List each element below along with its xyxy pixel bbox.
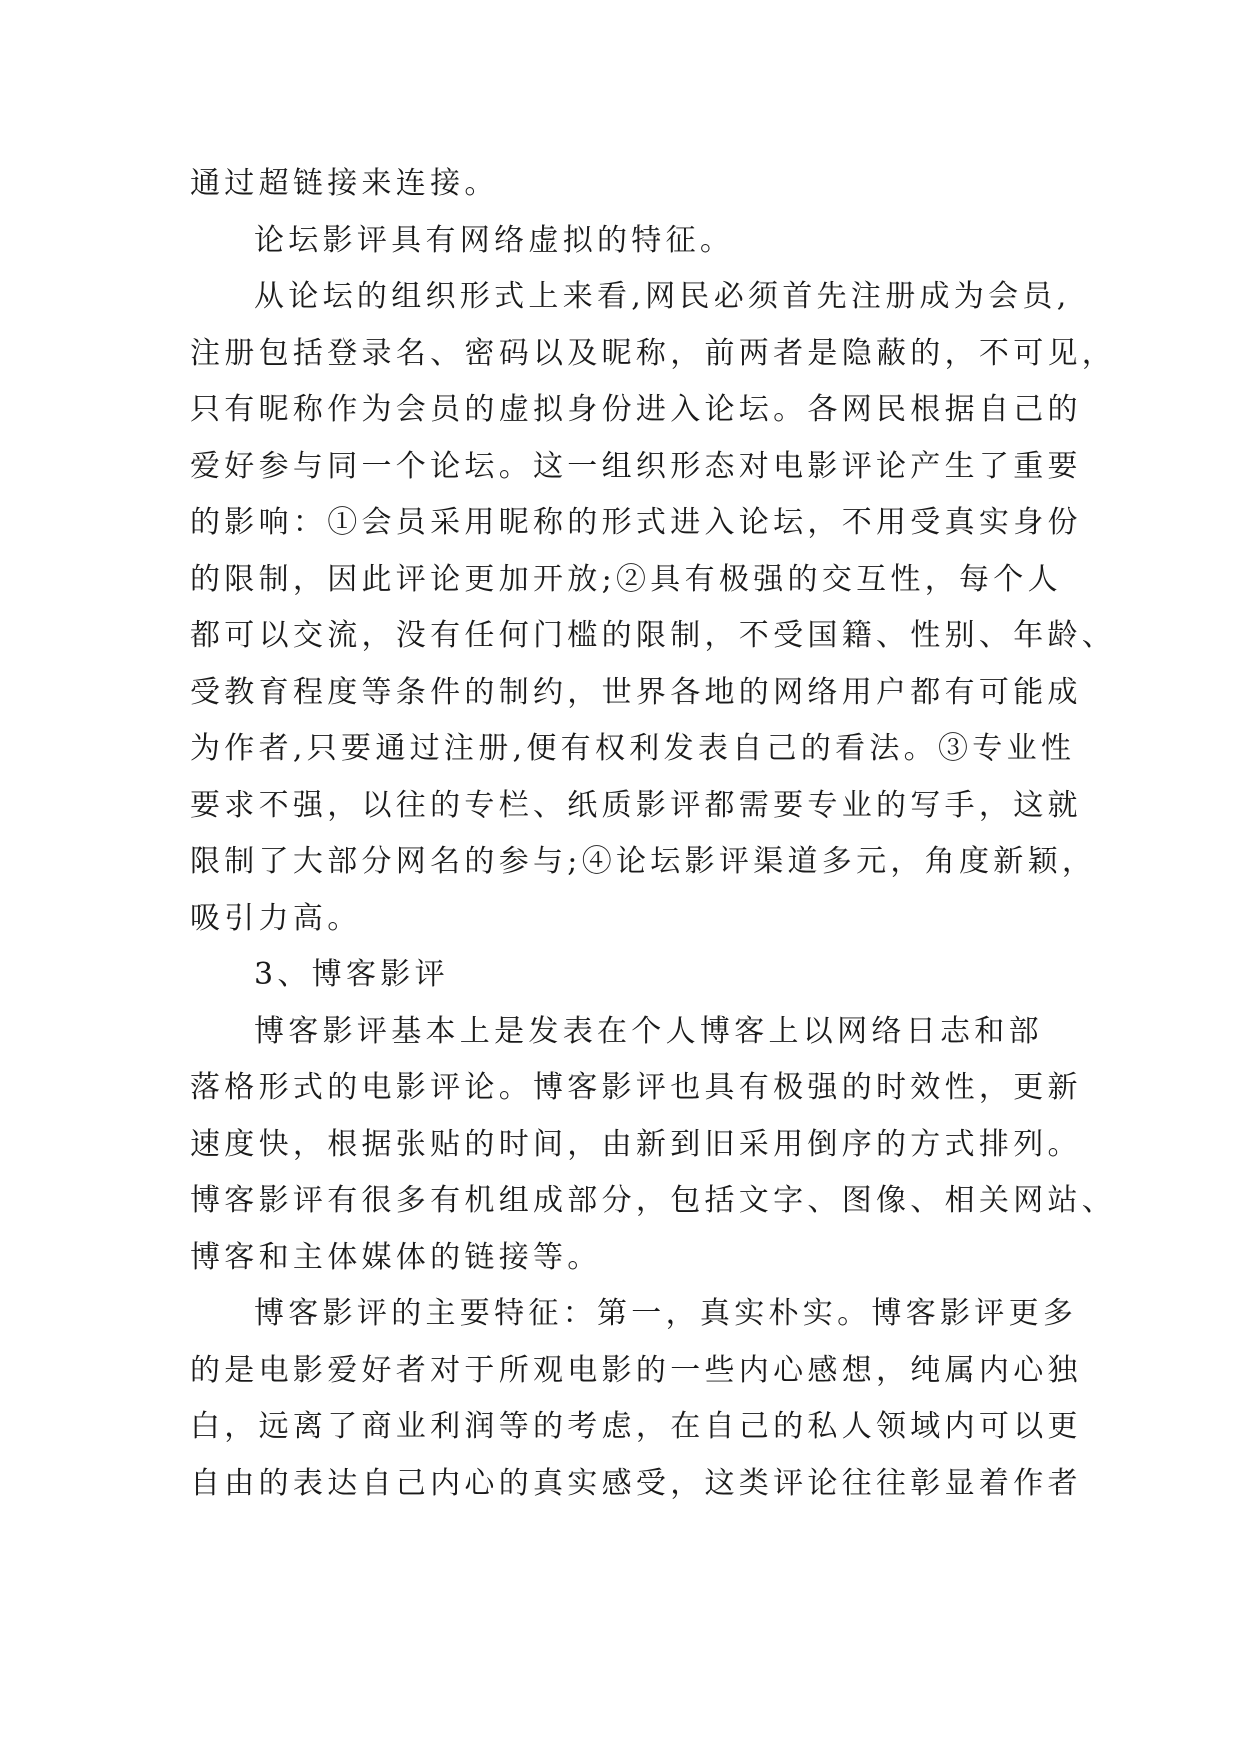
text-line: 吸引力高。 [190, 900, 362, 936]
text-line: 的限制，因此评论更加开放;②具有极强的交互性，每个人 [190, 561, 1062, 597]
text-line: 落格形式的电影评论。博客影评也具有极强的时效性，更新 [190, 1070, 1082, 1105]
text-line: 博客影评基本上是发表在个人博客上以网络日志和部 [254, 1013, 1043, 1049]
text-line: 博客影评的主要特征：第一，真实朴实。博客影评更多 [254, 1296, 1078, 1331]
text-line: 通过超链接来连接。 [190, 166, 499, 201]
text-line: 只有昵称作为会员的虚拟身份进入论坛。各网民根据自己的 [190, 392, 1082, 427]
text-line: 注册包括登录名、密码以及昵称，前两者是隐蔽的，不可见， [190, 335, 1117, 371]
text-line: 博客和主体媒体的链接等。 [190, 1239, 602, 1275]
body-text [190, 156, 1117, 1512]
text-line: 速度快，根据张贴的时间，由新到旧采用倒序的方式排列。 [190, 1126, 1082, 1162]
text-line: 白，远离了商业利润等的考虑，在自己的私人领域内可以更 [190, 1409, 1082, 1444]
text-line: 博客影评有很多有机组成部分，包括文字、图像、相关网站、 [190, 1183, 1117, 1218]
text-line: 为作者,只要通过注册,便有权利发表自己的看法。③专业性 [190, 731, 1076, 766]
text-line: 都可以交流，没有任何门槛的限制，不受国籍、性别、年龄、 [190, 618, 1117, 653]
section-heading: 3、博客影评 [254, 957, 449, 992]
text-line: 限制了大部分网名的参与;④论坛影评渠道多元，角度新颖， [190, 844, 1097, 879]
text-line: 的影响：①会员采用昵称的形式进入论坛，不用受真实身份 [190, 505, 1082, 540]
text-line: 要求不强，以往的专栏、纸质影评都需要专业的写手，这就 [190, 787, 1082, 823]
text-line: 自由的表达自己内心的真实感受，这类评论往往彰显着作者 [190, 1465, 1082, 1501]
text-line: 爱好参与同一个论坛。这一组织形态对电影评论产生了重要 [190, 448, 1082, 484]
text-line: 受教育程度等条件的制约，世界各地的网络用户都有可能成 [190, 674, 1082, 710]
text-line: 论坛影评具有网络虚拟的特征。 [254, 222, 735, 258]
text-line: 的是电影爱好者对于所观电影的一些内心感想，纯属内心独 [190, 1352, 1082, 1388]
text-line: 从论坛的组织形式上来看,网民必须首先注册成为会员, [254, 279, 1071, 314]
